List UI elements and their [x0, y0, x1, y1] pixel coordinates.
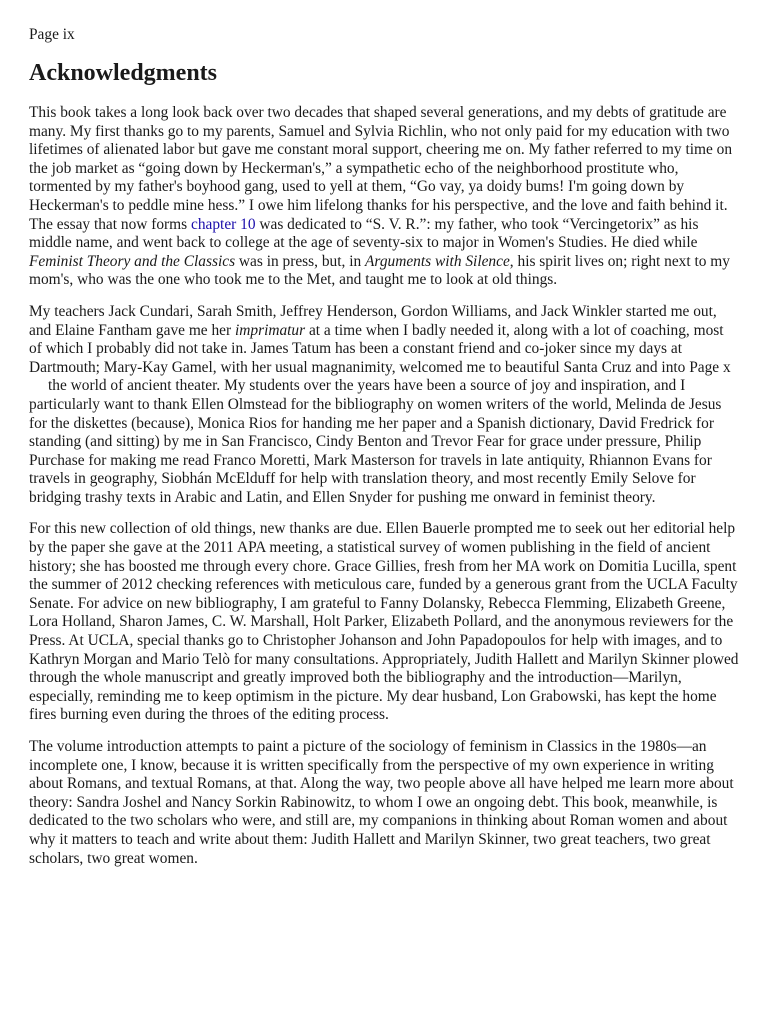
- book-title-arguments-with-silence: Arguments with Silence: [365, 252, 510, 270]
- paragraph-2-text-a: My teachers Jack Cundari, Sarah Smith, Jeffrey Henderson, Gordon Williams, and Jack Winkler started me out, and Elaine Fantham gave me her: [29, 302, 717, 339]
- paragraph-2-text-c: the world of ancient theater. My students over the years have been a source of joy and inspiration, and I particularly want to thank Ellen Olmstead for the bibliography on women writers of the world, Melinda de Jesus for the diskettes (because), Monica Rios for handing me her paper and a Spanish dictionary, David Fredrick for standing (and sitting) by me in San Francisco, Cindy Benton and Trevor Fear for grace under pressure, Philip Purchase for making me read Franco Moretti, Mark Masterson for travels in late antiquity, Rhiannon Evans for travels in geography, Siobhán McElduff for help with translation theory, and most recently Emily Selove for bridging trashy texts in Arabic and Latin, and Ellen Snyder for pushing me onward in feminist theory.: [29, 377, 722, 506]
- book-title-feminist-theory: Feminist Theory and the Classics: [29, 252, 236, 270]
- imprimatur-term: imprimatur: [235, 321, 306, 339]
- paragraph-1-text-a: This book takes a long look back over two decades that shaped several generations, and my debts of gratitude are many. My first thanks go to my parents, Samuel and Sylvia Richlin, who not only paid for my education with two lifetimes of alienated labor but gave me constant moral support, cheering me on. My father referred to my time on the job market as “going down by Heckerman's,” a sympathetic echo of the neighborhood prostitute who, tormented by my father's boyhood gang, used to yell at them, “Go vay, ya doidy bums! I'm going down by Heckerman's to peddle mine hess.” I owe him lifelong thanks for his perspective, and the love and faith behind it. The essay that now forms: [29, 104, 733, 233]
- paragraph-1-text-d: , his spirit lives on; right next to my mom's, who was the one who took me to the Met, and taught me to look at old things.: [29, 252, 730, 289]
- paragraph-1-text-b: was dedicated to “S. V. R.”: my father, who took “Vercingetorix” as his middle name, and went back to college at the age of seventy-six to major in Women's Studies. He died while: [29, 215, 699, 252]
- paragraph-3: For this new collection of old things, new thanks are due. Ellen Bauerle prompted me to seek out her editorial help by the paper she gave at the 2011 APA meeting, a statistical survey of women publishing in the field of ancient history; she has boosted me through every chore. Grace Gillies, fresh from her MA work on Domitia Lucilla, spent the summer of 2012 checking references with meticulous care, funded by a generous grant from the UCLA Faculty Senate. For advice on new bibliography, I am grateful to Fanny Dolansky, Rebecca Flemming, Elizabeth Greene, Lora Holland, Sharon James, C. W. Marshall, Holt Parker, Elizabeth Pollard, and the anonymous reviewers for the Press. At UCLA, special thanks go to Christopher Johanson and John Papadopoulos for help with images, and to Kathryn Morgan and Mario Telò for many consultations. Appropriately, Judith Hallett and Marilyn Skinner plowed through the whole manuscript and greatly improved both the bibliography and the introduction—Marilyn, especially, reminding me to keep optimism in the picture. My dear husband, Lon Grabowski, has kept the home fires burning even during the throes of the editing process.: [29, 520, 739, 724]
- paragraph-1: [29, 104, 739, 290]
- page-number-label: Page ix: [29, 26, 75, 43]
- paragraph-1-text-c: was in press, but, in: [235, 252, 366, 270]
- paragraph-2: [29, 303, 739, 508]
- page-title: Acknowledgments: [29, 60, 218, 86]
- chapter-10-link[interactable]: chapter 10: [191, 215, 256, 233]
- paragraph-4: The volume introduction attempts to paint a picture of the sociology of feminism in Classics in the 1980s—an incomplete one, I know, because it is written specifically from the perspective of my own experience in writing about Romans, and textual Romans, at that. Along the way, two people above all have helped me learn more about theory: Sandra Joshel and Nancy Sorkin Rabinowitz, to whom I owe an ongoing debt. This book, meanwhile, is dedicated to the two scholars who were, and still are, my companions in thinking about Roman women and about why it matters to teach and write about them: Judith Hallett and Marilyn Skinner, two great teachers, two great scholars, two great women.: [29, 738, 734, 867]
- paragraph-2-text-b: at a time when I badly needed it, along with a lot of coaching, most of which I probably did not take in. James Tatum has been a constant friend and co-joker since my days at Dartmouth; Mary-Kay Gamel, with her usual magnanimity, welcomed me to beautiful Santa Cruz and into Page x: [29, 321, 731, 376]
